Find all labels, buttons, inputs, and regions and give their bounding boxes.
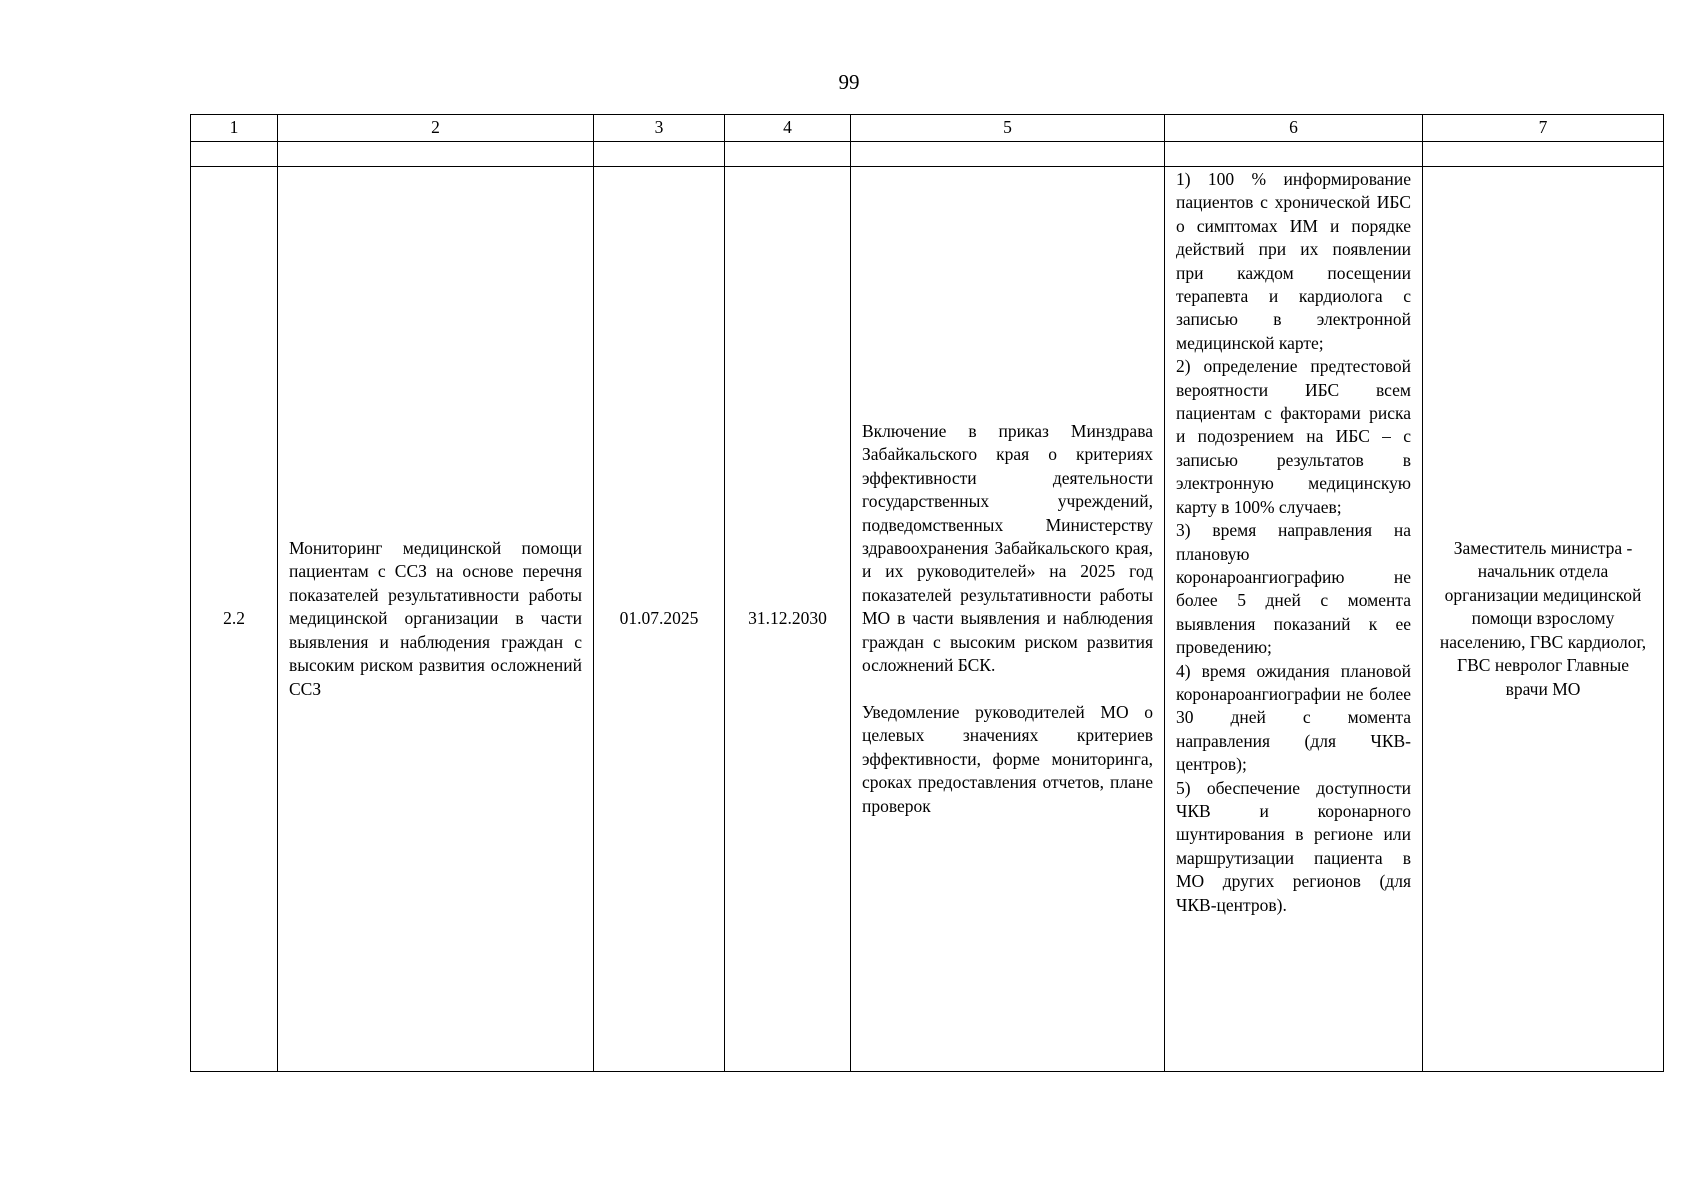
empty-cell: [278, 142, 594, 167]
column-header-3: 3: [594, 115, 725, 142]
start-date: 01.07.2025: [594, 167, 725, 1072]
column-header-2: 2: [278, 115, 594, 142]
column-header-1: 1: [191, 115, 278, 142]
column-header-4: 4: [725, 115, 851, 142]
empty-cell: [191, 142, 278, 167]
results-cell: [1165, 167, 1423, 1072]
end-date: 31.12.2030: [725, 167, 851, 1072]
empty-cell: [1423, 142, 1664, 167]
action-item: Уведомление руководителей МО о целевых значениях критериев эффективности, форме мониторинга, сроках предоставления отчетов, плане проверок: [862, 701, 1153, 816]
empty-row: [191, 142, 1664, 167]
result-item: 2) определение предтестовой вероятности ИБС всем пациентам с факторами риска и подозрением на ИБС – с записью результатов в электронную медицинскую карту в 100% случаев;: [1176, 356, 1411, 517]
header-row: [191, 115, 1664, 142]
row-number: 2.2: [191, 167, 278, 1072]
column-header-6: 6: [1165, 115, 1423, 142]
empty-cell: [851, 142, 1165, 167]
result-item: 3) время направления на плановую коронароангиографию не более 5 дней с момента выявления показаний к ее проведению;: [1176, 520, 1411, 658]
page-number: 99: [838, 70, 860, 94]
result-item: 4) время ожидания плановой коронароангиографии не более 30 дней с момента направления (для ЧКВ-центров);: [1176, 660, 1411, 775]
empty-cell: [594, 142, 725, 167]
table-row: [191, 167, 1664, 1072]
action-item: Включение в приказ Минздрава Забайкальского края о критериях эффективности деятельности государственных учреждений, подведомственных Министерству здравоохранения Забайкальского края, и их руководителей» на 2025 год показателей результативности работы МО в части выявления и наблюдения граждан с высоким риском развития осложнений БСК.: [862, 421, 1153, 676]
plan-table: [190, 114, 1664, 1072]
empty-cell: [1165, 142, 1423, 167]
empty-cell: [725, 142, 851, 167]
row-description: Мониторинг медицинской помощи пациентам с ССЗ на основе перечня показателей результативности работы медицинской организации в части выявления и наблюдения граждан с высоким риском развития осложнений ССЗ: [278, 167, 594, 1072]
column-header-5: 5: [851, 115, 1165, 142]
responsible-cell: Заместитель министра - начальник отдела организации медицинской помощи взрослому населению, ГВС кардиолог, ГВС невролог Главные врачи МО: [1423, 167, 1664, 1072]
actions-cell: [851, 167, 1165, 1072]
column-header-7: 7: [1423, 115, 1664, 142]
result-item: 5) обеспечение доступности ЧКВ и коронарного шунтирования в регионе или маршрутизации пациента в МО других регионов (для ЧКВ-центров).: [1176, 777, 1411, 915]
result-item: 1) 100 % информирование пациентов с хронической ИБС о симптомах ИМ и порядке действий при их появлении при каждом посещении терапевта и кардиолога с записью в электронной медицинской карте;: [1176, 169, 1411, 353]
